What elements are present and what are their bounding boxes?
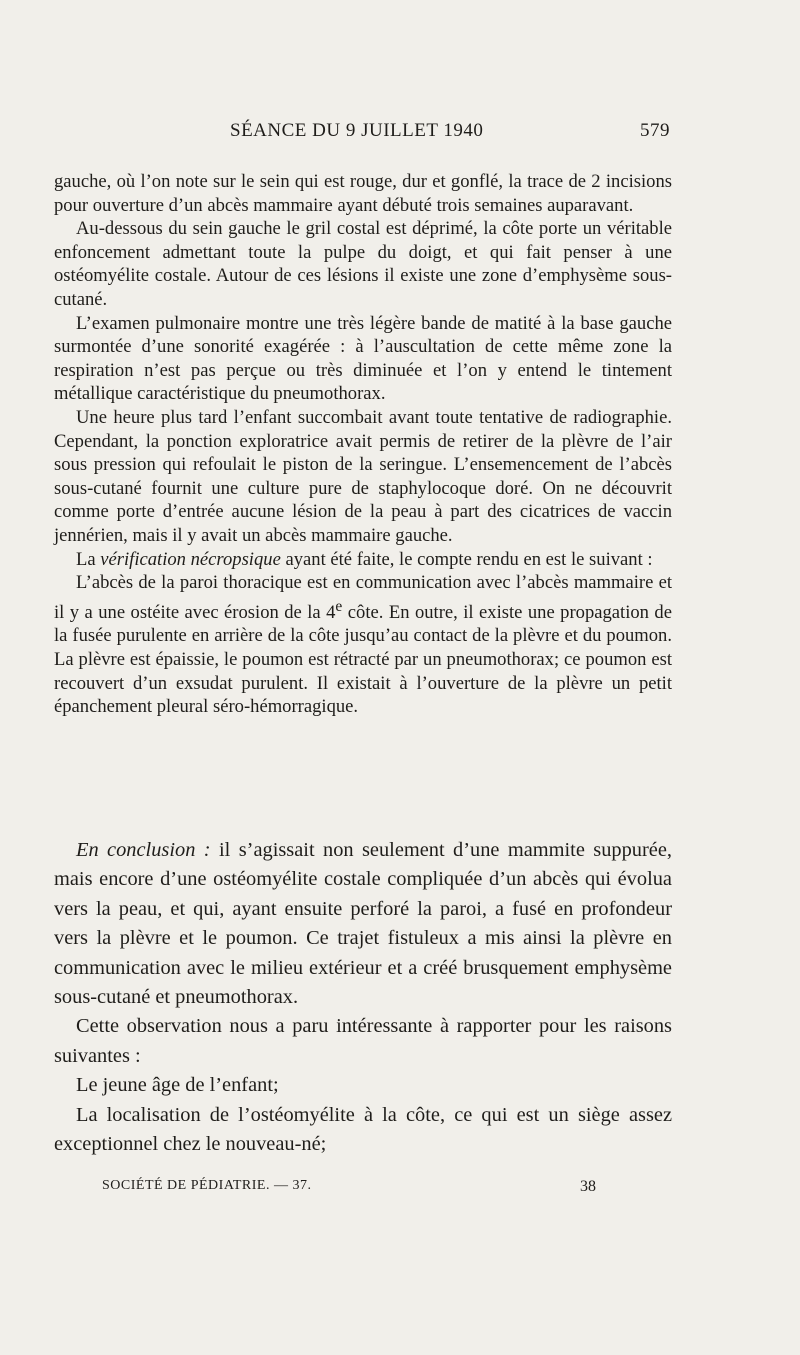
paragraph-verification — [54, 548, 672, 572]
text-run: La — [76, 548, 101, 570]
conclusion-text — [54, 836, 672, 1159]
running-title: SÉANCE DU 9 JUILLET 1940 — [230, 120, 484, 141]
paragraph: L’examen pulmonaire montre une très légère bande de matité à la base gauche surmontée d’une sonorité exagérée : à l’auscultation de cette même zone la respiration n’est pas perçue ou très diminuée et l’on y entend le tintement métallique caractéristique du pneumothorax. — [54, 312, 672, 405]
page-number: 579 — [640, 120, 670, 141]
signature-mark: SOCIÉTÉ DE PÉDIATRIE. — 37. — [102, 1178, 312, 1193]
paragraph: gauche, où l’on note sur le sein qui est rouge, dur et gonflé, la trace de 2 incisions pour ouverture d’un abcès mammaire ayant débuté trois semaines auparavant. — [54, 171, 672, 216]
text-run: ayant été faite, le compte rendu en est le suivant : — [280, 548, 653, 570]
paragraph-autopsy — [54, 571, 672, 719]
sheet-number: 38 — [580, 1178, 596, 1195]
text-run: côte. En outre, il existe une propagation de la fusée purulente en arrière de la côte jusqu’au contact de la plèvre et du poumon. La plèvre est épaissie, le poumon est rétracté par un pneumothorax; ce poumon est recouvert d’un exsudat purulent. Il existait à l’ouverture de la plèvre un petit épanchement pleural séro-hémorragique. — [54, 601, 672, 718]
italic-heading: En conclusion : — [76, 839, 211, 861]
paragraph: Cette observation nous a paru intéressante à rapporter pour les raisons suivantes : — [54, 1015, 672, 1067]
paragraph: La localisation de l’ostéomyélite à la côte, ce qui est un siège assez exceptionnel chez le nouveau-né; — [54, 1103, 672, 1156]
italic-term: vérification nécropsique — [100, 548, 281, 570]
text-run: L’abcès de la paroi thoracique est en communication avec l’abcès mammaire et il y a une ostéite avec érosion de la 4 — [54, 572, 672, 623]
paragraph-conclusion — [54, 836, 672, 1012]
superscript: e — [335, 597, 343, 615]
paragraph: Le jeune âge de l’enfant; — [76, 1074, 279, 1097]
paragraph: Au-dessous du sein gauche le gril costal est déprimé, la côte porte un véritable enfoncement admettant toute la pulpe du doigt, et qui fait penser à une ostéomyélite costale. Autour de ces lésions il existe une zone d’emphysème sous-cutané. — [54, 218, 672, 310]
text-run: il s’agissait non seulement d’une mammite suppurée, mais encore d’une ostéomyélite costale compliquée d’un abcès qui évolua vers la peau, et qui, ayant ensuite perforé la paroi, a fusé en profondeur vers la plèvre et le poumon. Ce trajet fistuleux a mis ainsi la plèvre en communication avec le milieu extérieur et a créé brusquement emphysème sous-cutané et pneumothorax. — [54, 839, 672, 1009]
case-report-text — [54, 170, 672, 719]
paragraph: Une heure plus tard l’enfant succombait avant toute tentative de radiographie. Cependant, la ponction exploratrice avait permis de retirer de la plèvre de l’air sous pression qui refoulait le piston de la seringue. L’ensemencement de l’abcès sous-cutané fournit une culture pure de staphylocoque doré. On ne découvrit comme porte d’entrée aucune lésion de la peau à part des cicatrices de vaccin jennérien, mais il y avait un abcès mammaire gauche. — [54, 406, 672, 546]
